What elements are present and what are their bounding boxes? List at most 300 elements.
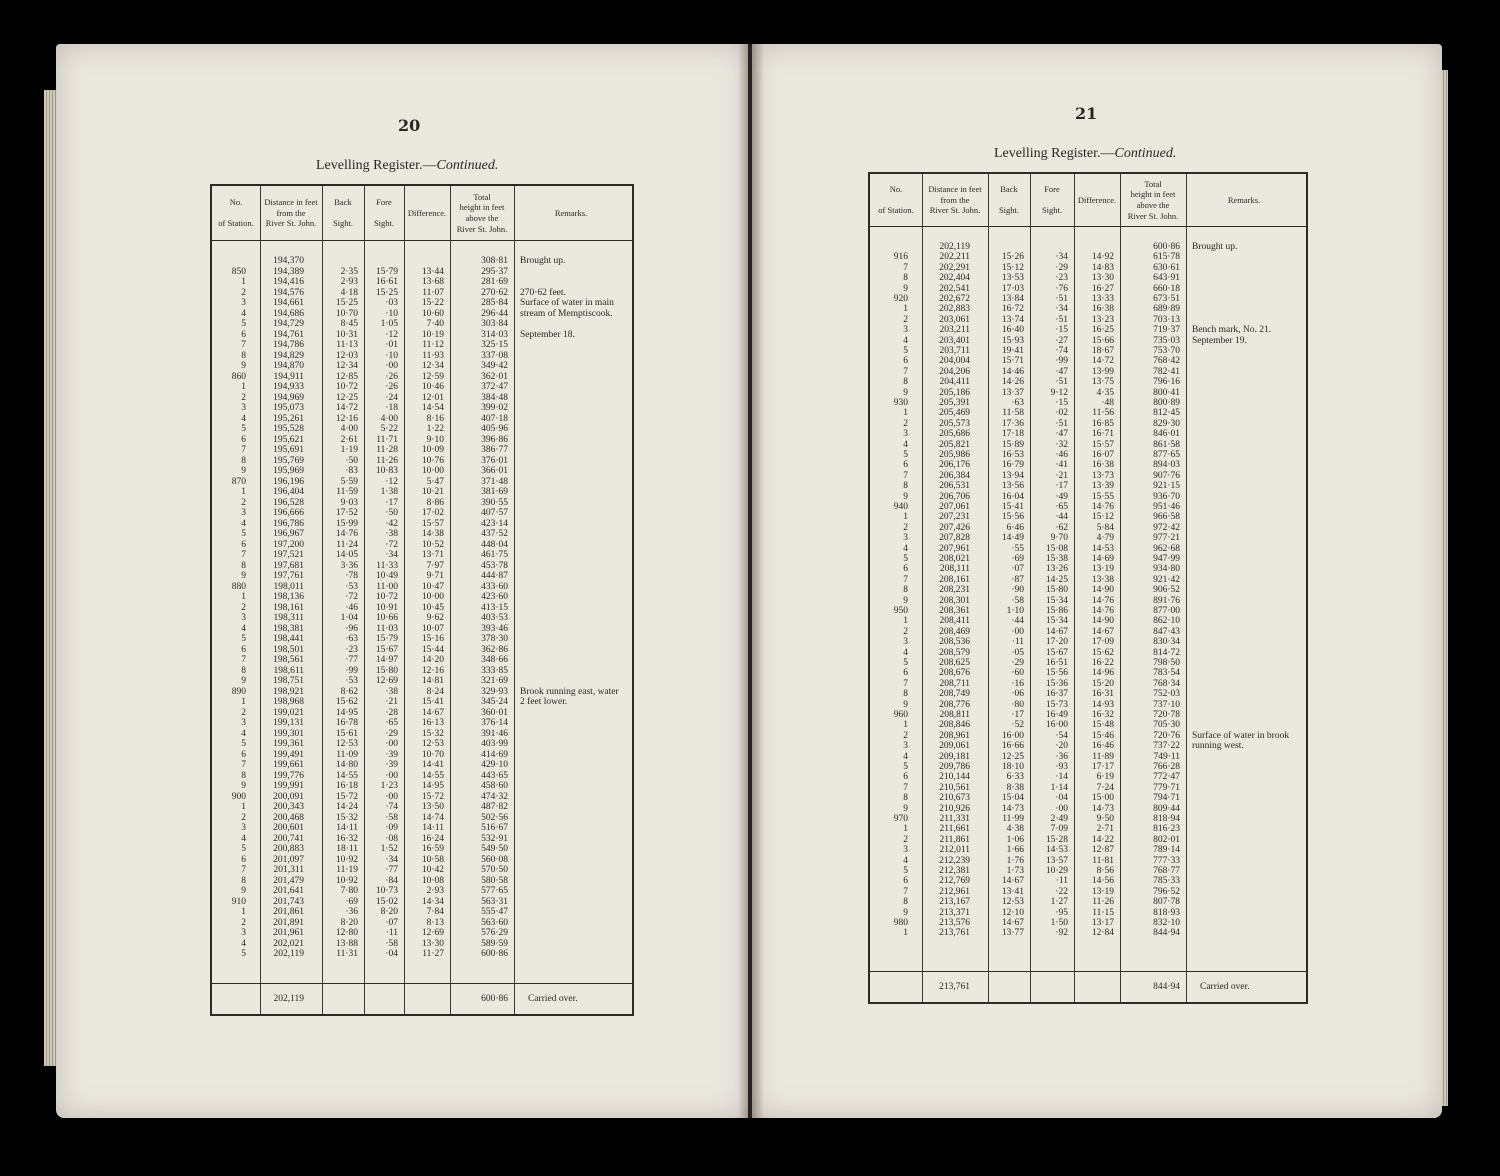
total-height: 580·58 [481,875,508,886]
total-height: 796·52 [1153,886,1180,897]
station-number: 5 [241,424,246,434]
fore-sight: ·36 [1055,751,1068,762]
total-height: 270·62 [481,287,508,298]
fore-sight: ·17 [1055,481,1068,492]
distance: 195,691 [273,445,304,455]
table-row [870,377,1306,388]
back-sight: 17·36 [1001,418,1024,429]
difference: 14·93 [1091,699,1114,710]
back-sight: 12·85 [335,371,358,382]
fore-sight: 1·05 [380,319,398,329]
fore-sight: ·92 [1055,928,1068,939]
difference: 15·20 [1091,678,1114,689]
difference: 10·52 [421,539,444,550]
table-row [212,708,632,719]
table-row [212,529,632,540]
fore-sight: ·84 [385,875,398,886]
station-number: 1 [241,697,246,707]
distance: 199,131 [273,718,304,728]
difference: 14·92 [1091,252,1114,263]
table-row [212,739,632,750]
table-row [212,634,632,645]
back-sight: 11·31 [336,949,358,959]
total-height: 812·45 [1153,408,1180,419]
station-number: 1 [241,487,246,497]
back-sight: 11·13 [336,340,358,350]
difference: 10·47 [421,581,444,592]
distance: 210,561 [939,782,970,793]
station-number: 5 [241,844,246,854]
station-no-header: No. of Station. [878,184,914,216]
station-number: 4 [241,623,246,634]
difference: 14·34 [421,896,444,907]
table-row [212,750,632,761]
total-height: 798·50 [1153,658,1180,668]
back-sight: 10·31 [335,329,358,340]
station-number: 9 [241,886,246,896]
total-height: 720·78 [1153,710,1180,720]
distance: 210,673 [939,793,970,804]
fore-sight: ·77 [385,865,398,875]
left-page-title: Levelling Register.—Continued. [316,158,499,173]
table-row [212,834,632,845]
fore-sight: ·58 [385,938,398,949]
distance: 208,711 [939,678,970,689]
back-sight: 11·58 [1002,408,1024,419]
table-row [870,429,1306,440]
fore-sight: ·24 [385,392,398,403]
station-number: 1 [241,802,246,812]
total-height: 783·54 [1153,668,1180,679]
total-height: 802·01 [1153,834,1180,845]
distance: 213,167 [939,897,970,908]
difference: 13·38 [1091,574,1114,585]
difference: 13·75 [1091,377,1114,388]
difference: 14·76 [1091,502,1114,512]
carried-over-label: Carried over. [528,993,578,1004]
fore-sight: ·51 [1055,314,1068,325]
back-sight: 11·59 [336,487,358,497]
difference: 6·19 [1096,772,1114,783]
table-row [870,668,1306,679]
total-height: 962·68 [1153,543,1180,554]
fore-sight-header: Fore Sight. [1041,184,1063,216]
difference: 16·13 [421,718,444,728]
station-number: 9 [903,803,908,814]
back-sight: 14·95 [335,707,358,718]
table-row [870,762,1306,773]
back-sight: 16·18 [335,781,358,791]
station-number: 7 [241,760,246,770]
table-row [870,492,1306,503]
distance: 195,528 [273,424,304,434]
table-header [870,174,1306,227]
fore-sight: ·29 [385,728,398,739]
distance: 211,861 [939,834,970,845]
fore-sight: ·99 [1055,356,1068,367]
station-number: 1 [903,408,908,419]
remark-text: running west. [1192,741,1244,752]
difference: 10·00 [421,592,444,602]
fore-sight: ·28 [385,707,398,718]
distance: 194,933 [273,382,304,392]
fore-sight: 7·09 [1050,824,1068,835]
total-height: 337·08 [481,350,508,361]
back-sight: ·63 [345,634,358,644]
left-levelling-table [210,184,634,1016]
back-sight: 15·72 [335,791,358,802]
table-row [870,700,1306,711]
total-height: 630·61 [1153,262,1180,273]
fore-sight: ·14 [1055,772,1068,783]
back-sight: 14·05 [335,550,358,560]
fore-sight: ·42 [385,518,398,529]
station-number: 9 [903,699,908,710]
table-row [870,273,1306,284]
fore-sight: ·34 [1055,304,1068,315]
fore-sight: ·39 [385,749,398,760]
station-number: 9 [241,571,246,581]
distance: 204,411 [939,377,970,388]
fore-sight: 10·91 [375,602,398,613]
difference: 16·32 [1091,710,1114,720]
station-number: 3 [903,637,908,648]
distance: 202,541 [939,283,970,294]
distance: 197,200 [273,539,304,550]
total-height: 735·03 [1153,335,1180,346]
table-row [870,689,1306,700]
fore-sight: ·18 [385,403,398,413]
distance: 196,404 [273,487,304,497]
fore-sight: 1·52 [380,844,398,854]
table-row [870,856,1306,867]
fore-sight: 10·66 [375,613,398,623]
total-height: 407·57 [481,508,508,518]
distance: 198,921 [273,686,304,697]
station-number: 4 [241,518,246,529]
difference: 13·71 [421,550,444,560]
difference: 5·47 [426,476,444,487]
table-row [870,710,1306,721]
difference: 10·46 [421,382,444,392]
distance: 197,521 [273,550,304,560]
total-height: 977·21 [1153,533,1180,544]
remark-text: Surface of water in brook [1192,730,1290,741]
table-row [870,388,1306,399]
distance: 196,967 [273,529,304,539]
station-number: 7 [903,366,908,377]
total-height: 921·15 [1153,481,1180,492]
difference: 13·73 [1091,470,1114,481]
total-height: 921·42 [1153,574,1180,585]
fore-sight: ·12 [385,329,398,340]
remark-text: Bench mark, No. 21. [1192,325,1272,336]
distance: 201,097 [273,854,304,865]
distance: 205,469 [939,408,970,419]
difference: 10·19 [421,329,444,340]
fore-sight: ·62 [1055,522,1068,533]
station-number: 8 [241,875,246,886]
back-sight: 15·41 [1001,502,1024,512]
total-height: 794·71 [1153,793,1180,804]
station-no-header: No. of Station. [218,197,254,229]
table-row [870,356,1306,367]
back-sight: 1·10 [1006,606,1024,616]
carried-total: 600·86 [481,993,508,1004]
difference: 14·22 [1091,834,1114,845]
difference: 18·67 [1091,346,1114,356]
station-number: 8 [903,689,908,700]
difference: 10·08 [421,875,444,886]
table-row [870,523,1306,534]
total-height: 753·70 [1153,346,1180,356]
table-row [212,571,632,582]
station-number: 2 [241,917,246,928]
station-number: 9 [903,907,908,918]
total-height: 360·01 [481,707,508,718]
table-row [212,918,632,929]
table-row [212,928,632,939]
back-sight: 16·04 [1001,491,1024,502]
distance: 202,883 [939,304,970,315]
distance: 199,661 [273,760,304,770]
table-row [870,772,1306,783]
back-sight: 15·04 [1001,793,1024,804]
distance: 194,416 [273,277,304,287]
difference: 15·00 [1091,793,1114,804]
difference: 13·19 [1091,564,1114,575]
distance: 208,411 [939,616,970,627]
total-height: 752·03 [1153,689,1180,700]
table-row [870,481,1306,492]
distance: 212,769 [939,876,970,887]
difference: 16·46 [1091,741,1114,752]
table-row [870,408,1306,419]
difference: 15·44 [421,644,444,655]
station-number: 870 [231,476,246,487]
total-height: 816·23 [1153,824,1180,835]
right-levelling-table [868,172,1308,1004]
distance: 213,371 [939,907,970,918]
station-number: 2 [241,287,246,298]
back-sight: 1·76 [1006,855,1024,866]
fore-sight: ·17 [385,497,398,508]
station-number: 2 [903,626,908,637]
back-sight: 4·38 [1006,824,1024,835]
distance: 195,621 [273,434,304,445]
station-number: 3 [241,928,246,938]
fore-sight: ·15 [1055,398,1068,408]
total-height: 453·78 [481,560,508,571]
table-row [212,813,632,824]
station-number: 910 [231,896,246,907]
fore-sight: 15·67 [1045,647,1068,658]
fore-sight: 1·38 [380,487,398,497]
total-height: 443·65 [481,770,508,781]
total-height: 737·10 [1153,699,1180,710]
back-sight: 15·61 [335,728,358,739]
table-row [870,554,1306,565]
total-height: 877·00 [1153,606,1180,616]
difference: 10·60 [421,308,444,319]
station-number: 6 [241,854,246,865]
table-row [212,561,632,572]
total-height: 703·13 [1153,314,1180,325]
station-number: 8 [903,481,908,492]
total-height: 384·48 [481,392,508,403]
fore-sight: ·03 [385,298,398,308]
total-height: 705·30 [1153,720,1180,731]
total-height: 807·78 [1153,897,1180,908]
fore-sight: 15·80 [375,665,398,676]
station-number: 960 [893,710,908,720]
back-sight: 13·74 [1001,314,1024,325]
fore-sight: 11·28 [376,445,398,455]
station-number: 3 [241,823,246,833]
total-height: 576·29 [481,928,508,938]
table-row [870,648,1306,659]
total-height: 433·60 [481,581,508,592]
total-height: 830·34 [1153,637,1180,648]
fore-sight: ·49 [1055,491,1068,502]
total-height: 399·02 [481,403,508,413]
distance: 207,231 [939,512,970,523]
total-height: 371·48 [481,476,508,487]
station-number: 7 [903,262,908,273]
back-sight: 8·38 [1006,782,1024,793]
station-number: 7 [241,340,246,350]
station-number: 8 [903,585,908,596]
difference: 5·84 [1096,522,1114,533]
difference: 16·71 [1091,429,1114,440]
back-sight: ·05 [1011,647,1024,658]
total-height: 296·44 [481,308,508,319]
distance: 196,786 [273,518,304,529]
table-row [212,372,632,383]
difference: 16·38 [1091,304,1114,315]
back-sight: 2·61 [340,434,358,445]
fore-sight: ·15 [1055,325,1068,336]
fore-sight: ·72 [385,539,398,550]
back-sight: ·53 [345,676,358,686]
distance: 194,911 [273,371,304,382]
table-row [212,456,632,467]
fore-sight: 16·00 [1045,720,1068,731]
back-sight: 11·19 [336,865,358,875]
distance: 194,576 [273,287,304,298]
back-sight: 4·18 [340,287,358,298]
distance: 210,144 [939,772,970,783]
fore-sight: 10·49 [375,571,398,581]
fore-sight: 16·51 [1045,658,1068,668]
station-number: 970 [893,814,908,824]
table-row [212,519,632,530]
difference: 12·53 [421,739,444,749]
total-height: 285·84 [481,298,508,308]
fore-sight: ·46 [1055,450,1068,460]
distance: 212,011 [939,845,970,856]
distance: 208,161 [939,574,970,585]
back-sight: ·17 [1011,710,1024,720]
back-sight: 13·41 [1001,886,1024,897]
difference: 12·34 [421,361,444,371]
total-height: 461·75 [481,550,508,560]
distance: 204,206 [939,366,970,377]
difference: 8·24 [426,686,444,697]
distance: 208,961 [939,730,970,741]
total-height: 785·33 [1153,876,1180,887]
total-height: 814·72 [1153,647,1180,658]
fore-sight: 15·25 [375,287,398,298]
difference: 14·83 [1091,262,1114,273]
remark-text: September 19. [1192,335,1247,346]
station-number: 890 [231,686,246,697]
distance: 208,625 [939,658,970,668]
table-row [870,606,1306,617]
fore-sight: ·47 [1055,366,1068,377]
distance: 203,211 [939,325,970,336]
table-row [212,582,632,593]
back-sight: 8·45 [340,319,358,329]
back-sight: ·55 [1011,543,1024,554]
station-number: 7 [903,574,908,585]
station-number: 6 [241,329,246,340]
fore-sight: ·02 [1055,408,1068,419]
difference: 11·07 [422,287,444,298]
difference: 14·76 [1091,595,1114,606]
table-row [870,658,1306,669]
right-page-number: 21 [1075,104,1098,123]
fore-sight: ·08 [385,833,398,844]
station-number: 3 [903,845,908,856]
table-row [212,760,632,771]
total-height: 589·59 [481,938,508,949]
station-number: 8 [903,793,908,804]
remark-text: 270·62 feet. [520,287,566,298]
total-height: 782·41 [1153,366,1180,377]
station-number: 3 [241,508,246,518]
distance: 208,676 [939,668,970,679]
distance: 198,381 [273,623,304,634]
carried-distance: 202,119 [273,993,304,1004]
table-row [870,502,1306,513]
total-height: 720·76 [1153,730,1180,741]
table-row [870,918,1306,929]
station-number: 4 [903,647,908,658]
fore-sight: 16·61 [375,277,398,287]
station-number: 6 [903,356,908,367]
fore-sight: 11·33 [376,560,398,571]
table-row [212,435,632,446]
difference: 14·95 [421,781,444,791]
fore-sight: ·65 [1055,502,1068,512]
back-sight-header: Back Sight. [332,197,354,229]
table-header [212,186,632,241]
difference: 17·09 [1091,637,1114,648]
difference: 14·11 [422,823,444,833]
total-height: 281·69 [481,277,508,287]
fore-sight: ·95 [1055,907,1068,918]
fore-sight: ·54 [1055,730,1068,741]
back-sight: ·52 [1011,720,1024,731]
back-sight: 15·56 [1001,512,1024,523]
station-number: 880 [231,581,246,592]
back-sight: 16·78 [335,718,358,728]
distance: 208,469 [939,626,970,637]
distance: 212,239 [939,855,970,866]
fore-sight: 16·49 [1045,710,1068,720]
station-number: 1 [241,592,246,602]
